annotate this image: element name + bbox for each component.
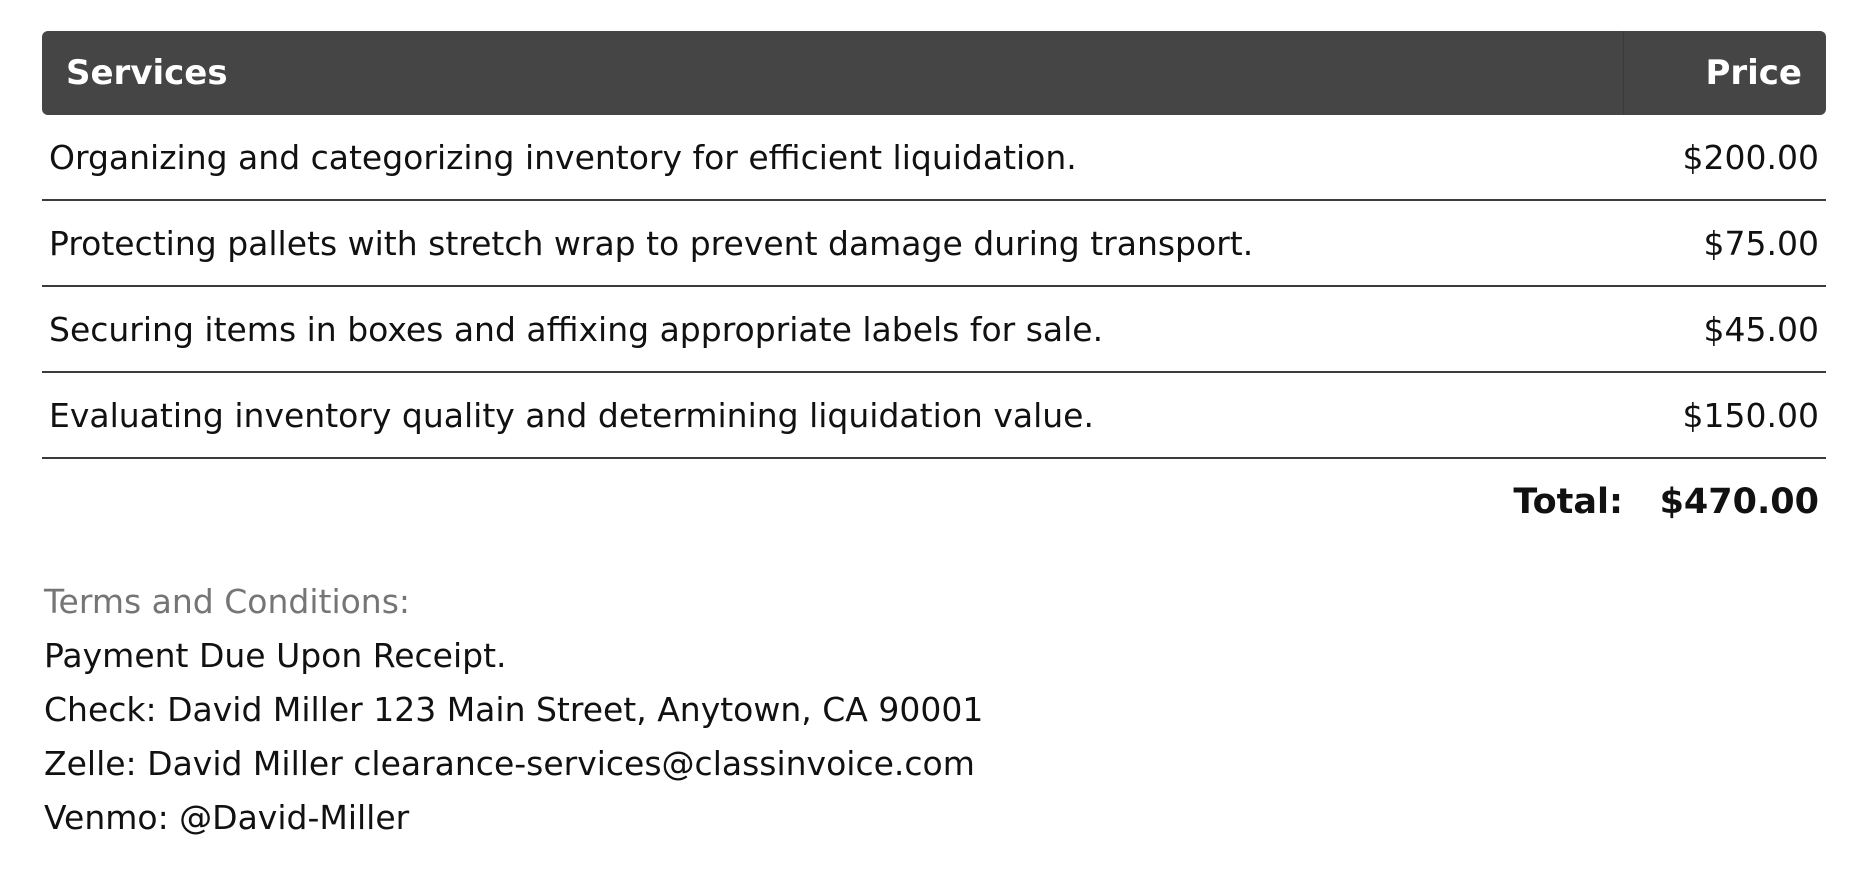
service-description: Evaluating inventory quality and determining liquidation value. [42, 373, 1623, 459]
table-footer [42, 459, 1826, 545]
terms-zelle-info: Zelle: David Miller clearance-services@classinvoice.com [44, 744, 975, 783]
price-column-header: Price [1623, 31, 1826, 115]
table-row [42, 373, 1826, 459]
services-table-wrapper [42, 31, 1826, 545]
table-header [42, 31, 1826, 115]
terms-check-info: Check: David Miller 123 Main Street, Anytown, CA 90001 [44, 690, 984, 729]
table-row [42, 287, 1826, 373]
service-description: Organizing and categorizing inventory for efficient liquidation. [42, 115, 1623, 201]
service-price: $45.00 [1623, 287, 1826, 373]
table-row [42, 201, 1826, 287]
total-row [42, 459, 1826, 545]
service-description: Securing items in boxes and affixing appropriate labels for sale. [42, 287, 1623, 373]
table-row [42, 115, 1826, 201]
total-value: $470.00 [1659, 482, 1819, 522]
terms-venmo-info: Venmo: @David-Miller [44, 798, 410, 837]
header-row [42, 31, 1826, 115]
terms-section [44, 580, 1244, 850]
terms-title: Terms and Conditions: [44, 582, 411, 621]
total-label-cell [42, 459, 1623, 545]
services-column-header: Services [42, 31, 1623, 115]
service-price: $200.00 [1623, 115, 1826, 201]
services-table [42, 31, 1826, 545]
table-body [42, 115, 1826, 459]
total-label: Total: [1513, 482, 1623, 522]
service-price: $75.00 [1623, 201, 1826, 287]
terms-payment-due: Payment Due Upon Receipt. [44, 636, 507, 675]
service-price: $150.00 [1623, 373, 1826, 459]
service-description: Protecting pallets with stretch wrap to prevent damage during transport. [42, 201, 1623, 287]
